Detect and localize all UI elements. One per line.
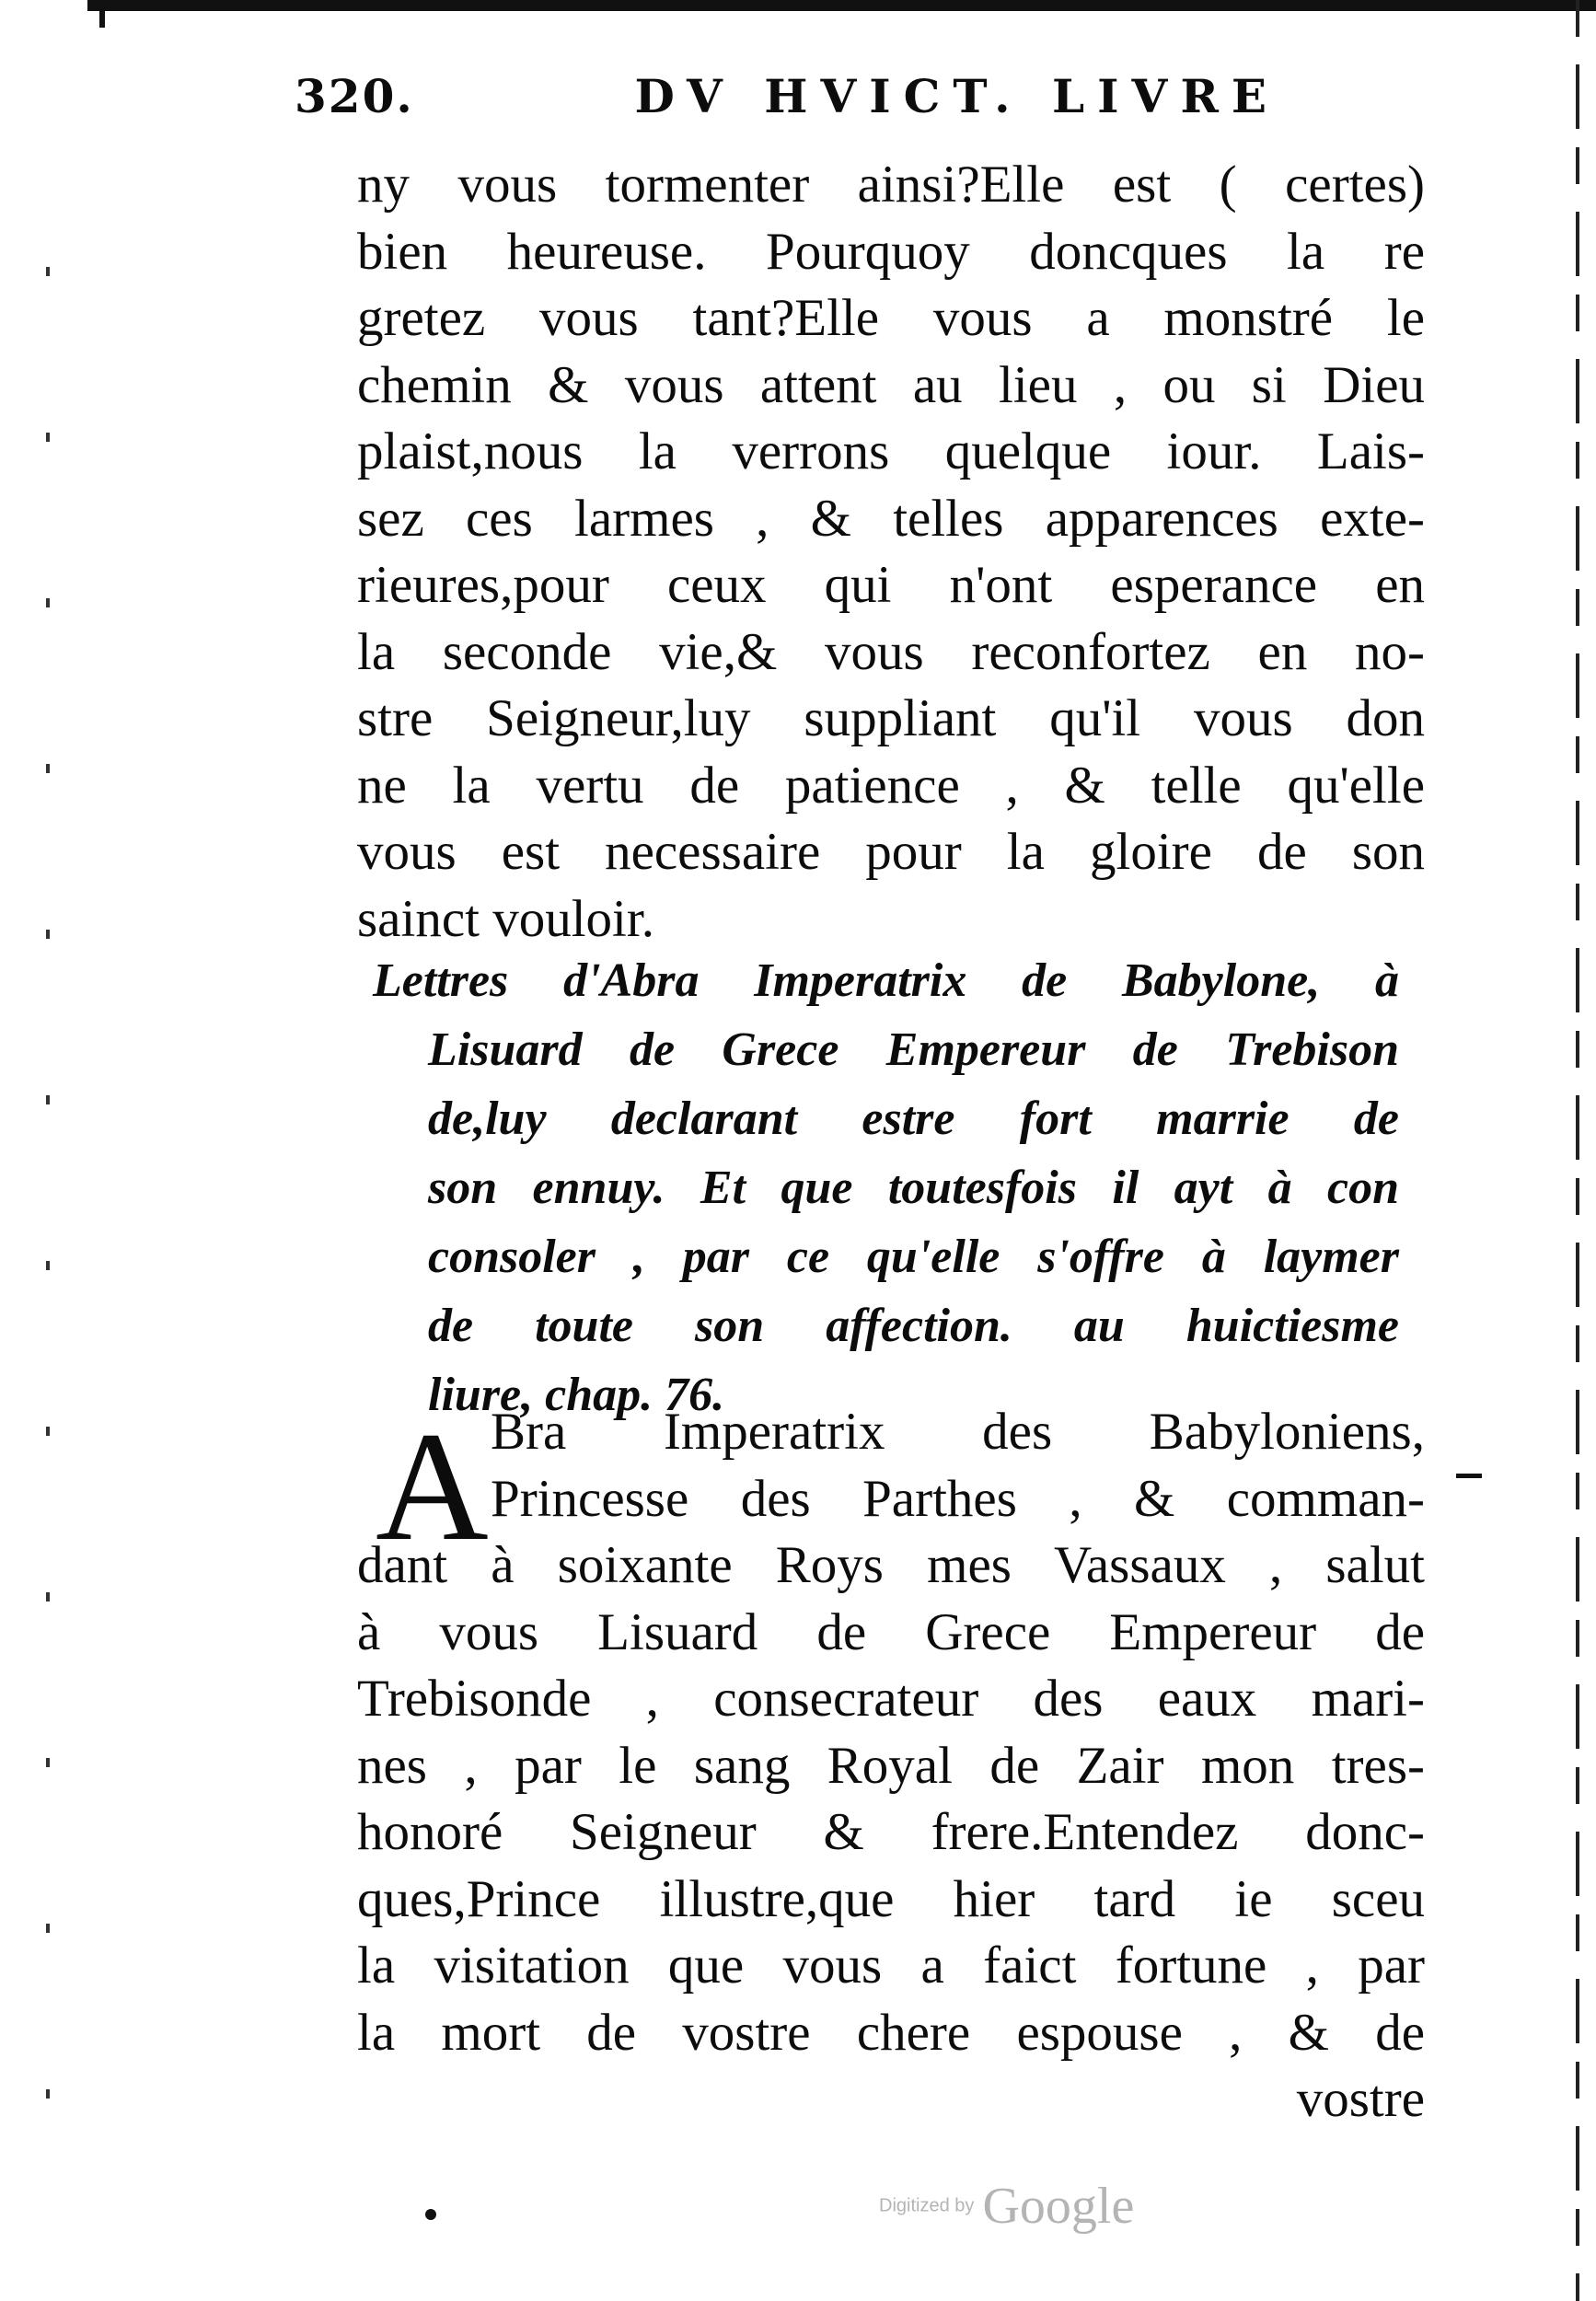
scan-top-edge	[87, 0, 1596, 11]
section-heading	[373, 946, 1399, 1429]
text-line: chemin & vous attent au lieu , ou si Dieu	[357, 355, 1425, 414]
heading-line: de toute son affection. au huictiesme	[428, 1300, 1399, 1352]
scan-left-specks	[46, 184, 50, 2209]
text-line: sez ces larmes , & telles apparences exte-	[357, 489, 1425, 548]
text-line: la visitation que vous a faict fortune , par	[357, 1937, 1425, 1995]
heading-line: Lisuard de Grece Empereur de Trebison	[428, 1023, 1399, 1076]
text-line: bien heureuse. Pourquoy doncques la re	[357, 222, 1425, 281]
text-line: Princesse des Parthes , & comman-	[491, 1469, 1425, 1528]
text-line: gretez vous tant?Elle vous a monstré le	[357, 289, 1425, 347]
text-line: à vous Lisuard de Grece Empereur de	[357, 1602, 1425, 1661]
running-title: DV HVICT. LIVRE	[634, 69, 1279, 123]
text-line: plaist,nous la verrons quelque iour. Lais-	[357, 422, 1425, 480]
page-number: 320.	[295, 69, 414, 123]
text-line: ne la vertu de patience , & telle qu'elle	[357, 756, 1425, 815]
previous-letter-ending	[357, 152, 1425, 953]
heading-line: son ennuy. Et que toutesfois il ayt à con	[428, 1162, 1399, 1214]
text-line: sainct vouloir.	[357, 889, 654, 948]
drop-cap: A	[376, 1400, 489, 1573]
text-line: dant à soixante Roys mes Vassaux , salut	[357, 1536, 1425, 1594]
scan-top-mark	[83, 0, 120, 28]
heading-line: liure, chap. 76.	[428, 1369, 725, 1421]
bottom-dot	[425, 2209, 436, 2220]
text-line: la mort de vostre chere espouse , & de	[357, 2003, 1425, 2062]
heading-line: consoler , par ce qu'elle s'offre à laymer	[428, 1231, 1399, 1283]
heading-line: Lettres d'Abra Imperatrix de Babylone, à	[373, 954, 1399, 1007]
text-line: ny vous tormenter ainsi?Elle est ( certes)	[357, 156, 1425, 214]
text-line: rieures,pour ceux qui n'ont esperance en	[357, 556, 1425, 614]
digitized-watermark	[879, 2177, 1192, 2235]
text-line: Trebisonde , consecrateur des eaux mari-	[357, 1670, 1425, 1728]
text-line: ques,Prince illustre,que hier tard ie sceu	[357, 1869, 1425, 1928]
text-line: nes , par le sang Royal de Zair mon tres-	[357, 1736, 1425, 1795]
text-line: la seconde vie,& vous reconfortez en no-	[357, 622, 1425, 681]
catchword: vostre	[1296, 2070, 1425, 2128]
watermark-prefix: Digitized by	[879, 2195, 975, 2216]
text-line: stre Seigneur,luy suppliant qu'il vous don	[357, 689, 1425, 747]
text-line: Bra Imperatrix des Babyloniens,	[491, 1403, 1425, 1461]
running-header	[295, 64, 1279, 129]
gutter-dash	[1456, 1474, 1482, 1478]
letter-body	[357, 1399, 1425, 2133]
scan-right-edge	[1576, 0, 1579, 2301]
text-line: vous est necessaire pour la gloire de son	[357, 823, 1425, 881]
text-line: honoré Seigneur & frere.Entendez donc-	[357, 1803, 1425, 1861]
heading-line: de,luy declarant estre fort marrie de	[428, 1093, 1399, 1145]
watermark-brand: Google	[982, 2178, 1135, 2235]
